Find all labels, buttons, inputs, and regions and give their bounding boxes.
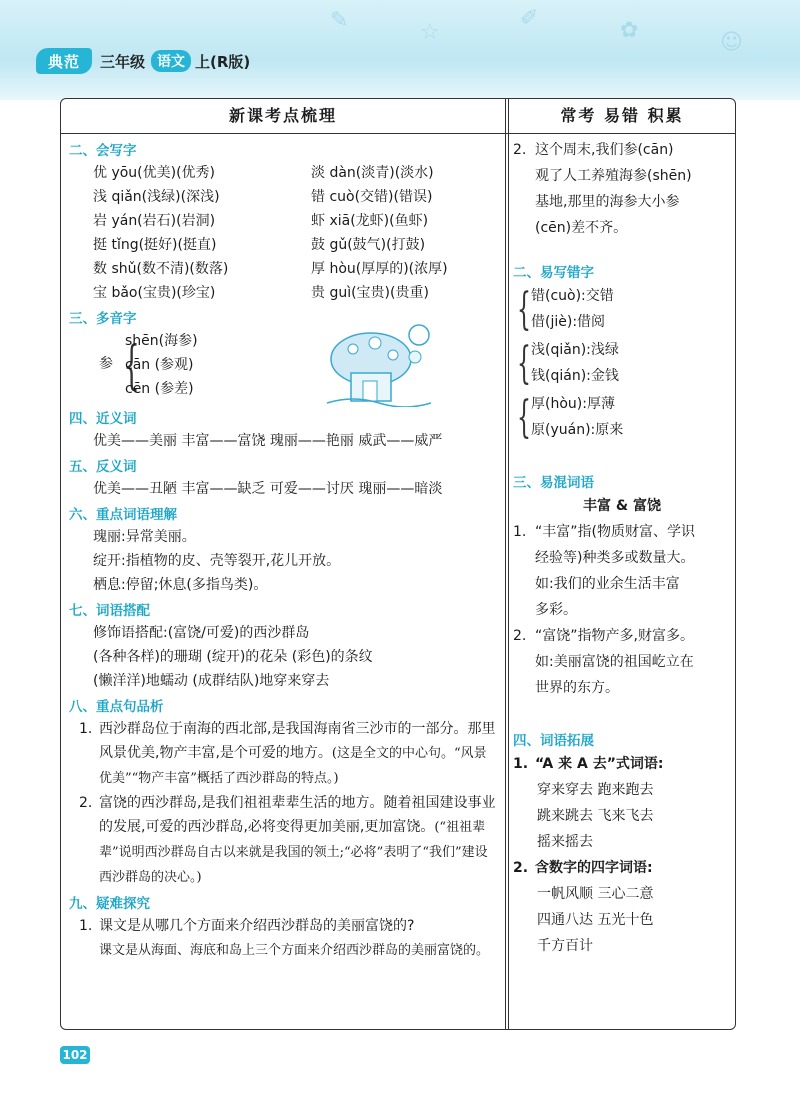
subsection-title	[513, 751, 731, 777]
char-entry: 挺 tǐng(挺好)(挺直)	[93, 237, 217, 253]
section-title: 四、近义词	[69, 411, 137, 427]
collocation-line: 修饰语搭配:(富饶/可爱)的西沙群岛	[93, 625, 310, 641]
item-number: 2.	[79, 795, 93, 811]
word-meaning: 绽开:指植物的皮、壳等裂开,花儿开放。	[93, 553, 341, 569]
brand-logo: 典范	[36, 48, 92, 74]
antonyms-line: 优美——丑陋 丰富——缺乏 可爱——讨厌 瑰丽——暗淡	[93, 481, 443, 497]
question-text: 课文是从哪几个方面来介绍西沙群岛的美丽富饶的?	[99, 918, 415, 934]
item-number: 2.	[513, 142, 527, 158]
char-entry: 错 cuò(交错)(错误)	[311, 189, 433, 205]
doodle-icon: ☺	[720, 30, 743, 55]
column-headers	[61, 99, 735, 134]
section-title: 二、易写错字	[513, 265, 594, 281]
word-list-line: 千方百计	[537, 938, 593, 954]
answer-text: 课文是从海面、海底和岛上三个方面来介绍西沙群岛的美丽富饶的。	[99, 943, 490, 958]
edition-label: 上(R版)	[195, 52, 251, 71]
subsection-label: 含数字的四字词语:	[535, 860, 653, 876]
collocation-line: (懒洋洋)地蠕动 (成群结队)地穿来穿去	[93, 673, 330, 689]
example-line: 这个周末,我们参(cān)	[535, 142, 674, 158]
section-title: 五、反义词	[69, 459, 137, 475]
brace-icon: {	[517, 284, 531, 335]
polyphone-example	[513, 137, 731, 241]
char-entry: 宝 bǎo(宝贵)(珍宝)	[93, 285, 216, 301]
section-title: 二、会写字	[69, 143, 137, 159]
right-column-title: 常考 易错 积累	[560, 106, 684, 125]
char-entry: 虾 xiā(龙虾)(鱼虾)	[311, 213, 429, 229]
brace-icon: {	[517, 338, 531, 389]
item-number: 1.	[79, 721, 93, 737]
content-frame	[60, 98, 736, 1030]
polyphone-reading: shēn(海参)	[125, 333, 198, 349]
sentence-text: 富饶的西沙群岛,是我们祖祖辈辈生活的地方。随着祖国建设事业的发展,可爱的西沙群岛,必将变得更加美丽,更加富饶。	[99, 795, 496, 835]
char-entry: 岩 yán(岩石)(岩洞)	[93, 213, 216, 229]
section-title: 三、易混词语	[513, 475, 594, 491]
explanation-line: 多彩。	[535, 602, 577, 618]
doodle-icon: ✿	[620, 18, 639, 43]
left-column	[69, 137, 499, 963]
explanation-line: 经验等)种类多或数量大。	[535, 550, 695, 566]
section-title: 八、重点句品析	[69, 699, 164, 715]
sentence-note: (“祖祖辈辈”说明西沙群岛自古以来就是我国的领土;“必将”表明了“我们”建设西沙群岛的决心。)	[99, 820, 488, 885]
section-title: 九、疑难探究	[69, 896, 150, 912]
confusable-char: 厚(hòu):厚薄	[531, 396, 615, 412]
item-number: 1.	[79, 918, 93, 934]
example-line: (cēn)差不齐。	[535, 220, 628, 236]
char-entry: 贵 guì(宝贵)(贵重)	[311, 285, 429, 301]
char-entry: 浅 qiǎn(浅绿)(深浅)	[93, 189, 220, 205]
word-meaning: 栖息:停留;休息(多指鸟类)。	[93, 577, 268, 593]
confusable-pair	[517, 283, 731, 337]
confusable-char: 钱(qián):金钱	[531, 368, 619, 384]
word-list-line: 穿来穿去 跑来跑去	[537, 782, 654, 798]
section-title: 七、词语搭配	[69, 603, 150, 619]
confusable-char: 借(jiè):借阅	[531, 314, 606, 330]
doodle-icon: ☆	[420, 20, 440, 45]
word-explanation	[513, 519, 731, 623]
brace-icon: {	[517, 392, 531, 443]
item-number: 2.	[513, 628, 527, 644]
char-entry: 数 shǔ(数不清)(数落)	[93, 261, 229, 277]
subsection-title	[513, 855, 731, 881]
sentence-text: 西沙群岛位于南海的西北部,是我国海南省三沙市的一部分。那里风景优美,物产丰富,是个可爱的地方。	[99, 721, 496, 761]
synonyms-line: 优美——美丽 丰富——富饶 瑰丽——艳丽 威武——威严	[93, 433, 443, 449]
polyphone-reading: cēn (参差)	[125, 381, 194, 397]
example-line: 基地,那里的海参大小参	[535, 194, 680, 210]
grade-label: 三年级	[100, 52, 146, 71]
page-number: 102	[60, 1046, 90, 1064]
item-number: 2.	[513, 860, 529, 876]
header-bar	[36, 48, 250, 74]
word-list-line: 跳来跳去 飞来飞去	[537, 808, 654, 824]
char-entry: 优 yōu(优美)(优秀)	[93, 165, 216, 181]
sentence-analysis-item	[69, 717, 499, 791]
polyphone-char: 参	[99, 356, 113, 372]
section-title: 三、多音字	[69, 311, 137, 327]
word-list-line: 摇来摇去	[537, 834, 593, 850]
subsection-label: “A 来 A 去”式词语:	[535, 756, 664, 772]
item-number: 1.	[513, 524, 527, 540]
confusable-char: 浅(qiǎn):浅绿	[531, 342, 619, 358]
example-line: 观了人工养殖海参(shēn)	[535, 168, 692, 184]
question-item	[69, 914, 499, 963]
word-meaning: 瑰丽:异常美丽。	[93, 529, 196, 545]
word-explanation	[513, 623, 731, 701]
mushroom-house-illustration	[323, 319, 433, 407]
left-column-title: 新课考点梳理	[228, 106, 337, 125]
char-entry: 鼓 gǔ(鼓气)(打鼓)	[311, 237, 426, 253]
explanation-line: “丰富”指(物质财富、学识	[535, 524, 695, 540]
word-list-line: 一帆风顺 三心二意	[537, 886, 654, 902]
sentence-analysis-item	[69, 791, 499, 890]
confusable-pair	[517, 337, 731, 391]
char-entry: 厚 hòu(厚厚的)(浓厚)	[311, 261, 448, 277]
collocation-line: (各种各样)的珊瑚 (绽开)的花朵 (彩色)的条纹	[93, 649, 373, 665]
doodle-icon: ✎	[330, 8, 349, 33]
explanation-line: “富饶”指物产多,财富多。	[535, 628, 694, 644]
explanation-line: 世界的东方。	[535, 680, 619, 696]
word-list-line: 四通八达 五光十色	[537, 912, 654, 928]
doodle-icon: ✐	[520, 6, 539, 31]
polyphone-reading: cān (参观)	[125, 357, 194, 373]
sentence-note: (这是全文的中心句。“风景优美”“物产丰富”概括了西沙群岛的特点。)	[99, 746, 487, 786]
confusable-char: 错(cuò):交错	[531, 288, 614, 304]
item-number: 1.	[513, 756, 529, 772]
explanation-line: 如:美丽富饶的祖国屹立在	[535, 654, 694, 670]
explanation-line: 如:我们的业余生活丰富	[535, 576, 680, 592]
subject-badge: 语文	[151, 50, 191, 72]
brace-icon: {	[123, 336, 140, 396]
confusable-words-heading: 丰富 & 富饶	[583, 498, 661, 514]
right-column	[513, 137, 731, 959]
writing-chars-grid	[69, 161, 499, 305]
polyphone-block	[69, 329, 499, 405]
section-title: 四、词语拓展	[513, 733, 594, 749]
confusable-char: 原(yuán):原来	[531, 422, 624, 438]
confusable-pair	[517, 391, 731, 445]
char-entry: 淡 dàn(淡青)(淡水)	[311, 165, 434, 181]
section-title: 六、重点词语理解	[69, 507, 177, 523]
